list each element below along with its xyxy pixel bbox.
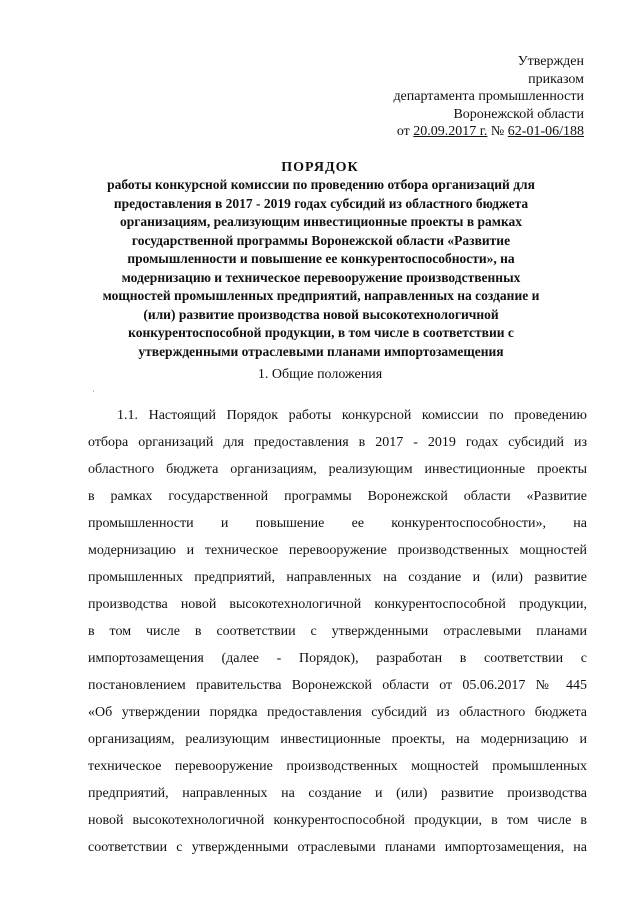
subtitle-line: работы конкурсной комиссии по проведению отбора организаций для bbox=[107, 177, 535, 192]
section-heading: 1. Общие положения bbox=[257, 367, 383, 382]
date-prefix: от bbox=[396, 124, 414, 139]
body-line: соответствии с утвержденными отраслевыми планами импортозамещения, на bbox=[88, 840, 587, 855]
subtitle-line: конкурентоспособной продукции, в том числе в соответствии с bbox=[128, 325, 514, 340]
approval-date-line bbox=[393, 123, 584, 141]
approval-line: приказом bbox=[528, 71, 584, 87]
body-line: новой высокотехнологичной конкурентоспособной продукции, в том числе в bbox=[88, 813, 587, 828]
body-line: промышленных предприятий, направленных на создание и (или) развитие bbox=[88, 570, 587, 585]
body-line: в том числе в соответствии с утвержденными отраслевыми планами bbox=[88, 624, 587, 639]
subtitle-line: государственной программы Воронежской области «Развитие bbox=[131, 232, 511, 248]
body-line: модернизацию и техническое перевооружение производственных мощностей bbox=[88, 543, 587, 558]
body-line: отбора организаций для предоставления в 2017 - 2019 годах субсидий из bbox=[88, 435, 587, 450]
body-line: областного бюджета организациям, реализующим инвестиционные проекты bbox=[88, 462, 587, 477]
subtitle-line: промышленности и повышение ее конкурентоспособности», на bbox=[127, 251, 515, 266]
body-line: 1.1. Настоящий Порядок работы конкурсной комиссии по проведению bbox=[117, 408, 587, 423]
body-line: импортозамещения (далее - Порядок), разработан в соответствии с bbox=[88, 651, 587, 666]
body-line: предприятий, направленных на создание и (или) развитие производства bbox=[88, 786, 587, 801]
document-title: ПОРЯДОК bbox=[281, 160, 359, 175]
approval-line: Воронежской области bbox=[453, 106, 584, 122]
body-line: в рамках государственной программы Воронежской области «Развитие bbox=[88, 489, 587, 504]
document-subtitle bbox=[100, 176, 542, 361]
approval-block bbox=[393, 53, 584, 141]
body-line: техническое перевооружение производственных мощностей промышленных bbox=[88, 759, 587, 774]
subtitle-line: организациям, реализующим инвестиционные проекты в рамках bbox=[119, 214, 523, 229]
body-line: организациям, реализующим инвестиционные проекты, на модернизацию и bbox=[88, 732, 587, 747]
body-line: промышленности и повышение ее конкурентоспособности», на bbox=[88, 516, 587, 531]
approval-number: 62-01-06/188 bbox=[507, 124, 584, 139]
approval-date: 20.09.2017 г. bbox=[413, 124, 488, 139]
subtitle-line: утвержденными отраслевыми планами импортозамещения bbox=[138, 343, 504, 359]
subtitle-line: (или) развитие производства новой высокотехнологичной bbox=[143, 306, 499, 322]
body-line: «Об утверждении порядка предоставления субсидий из областного бюджета bbox=[88, 705, 587, 720]
subtitle-line: предоставления в 2017 - 2019 годах субсидий из областного бюджета bbox=[113, 195, 529, 211]
scan-artifact bbox=[93, 390, 94, 392]
number-prefix: № bbox=[487, 124, 508, 139]
approval-line: Утвержден bbox=[517, 54, 584, 69]
subtitle-line: мощностей промышленных предприятий, направленных на создание и bbox=[102, 288, 540, 303]
body-line: производства новой высокотехнологичной конкурентоспособной продукции, bbox=[88, 597, 587, 612]
body-line: постановлением правительства Воронежской области от 05.06.2017 № 445 bbox=[88, 678, 587, 693]
subtitle-line: модернизацию и техническое перевооружение производственных bbox=[121, 269, 521, 285]
approval-line: департамента промышленности bbox=[393, 89, 584, 104]
body-paragraph bbox=[88, 402, 587, 861]
